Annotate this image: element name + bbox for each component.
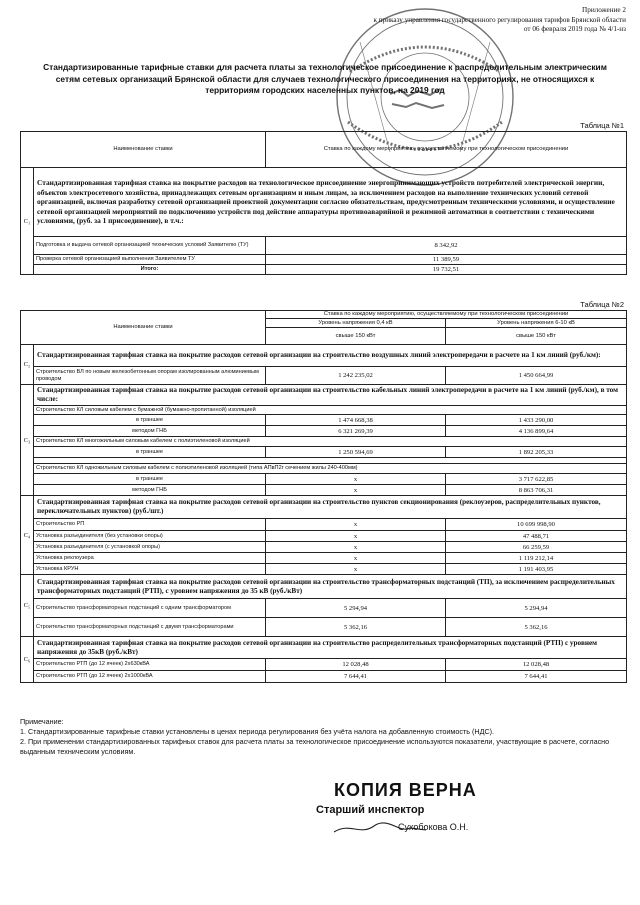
table1-label: Таблица №1 xyxy=(580,121,624,130)
notes-heading: Примечание: xyxy=(20,717,64,726)
c4-row-value-610: 47 488,71 xyxy=(446,531,627,542)
c4-row-value-610: 1 191 403,95 xyxy=(446,564,627,575)
rate-code-c5: C₅ xyxy=(21,575,34,637)
c4-row-value-04: x xyxy=(266,531,446,542)
c4-description: Стандартизированная тарифная ставка на покрытие расходов сетевой организации на строительство пунктов секционирования (реклоузеров, распределительных пунктов, переключательных пунктов) (руб./шт.) xyxy=(34,496,627,519)
c5-row-value-610: 5 294,94 xyxy=(446,599,627,618)
c4-row-name: Установка разъединителя (с установкой опоры) xyxy=(34,542,266,553)
c3-row-name: в траншее xyxy=(34,447,266,458)
table1-row-name: Подготовка и выдача сетевой организацией технических условий Заявителю (ТУ) xyxy=(34,237,266,255)
c3-subgroup-3: Строительство КЛ одножильным силовым кабелем с полиэтиленовой изоляцией (типа АПвП2г сечением жилы 240-400мм) xyxy=(34,464,627,474)
c6-row-value-610: 12 028,48 xyxy=(446,659,627,671)
c1-description: Стандартизированная тарифная ставка на покрытие расходов на технологическое присоединение энергопринимающих устройств потребителей электрической энергии, объектов электросетевого хозяйства, принадлежащих сетевым организациям и иным лицам, за исключением расходов на выполнение технических условий сетевой организацией, включая разработку сетевой организацией проектной документации согласно обязательствам, предусмотренным техническими условиями, и осуществление сетевой организацией мероприятий по подключению устройств под действие аппаратуры противоаварийной и режимной автоматики в соответствии с техническими условиями, (руб. за 1 присоединение), в т.ч.: xyxy=(34,168,627,237)
c6-row-name: Строительство РТП (до 12 ячеек) 2х630кВА xyxy=(34,659,266,671)
table2-col-power-04: свыше 150 кВт xyxy=(266,328,446,345)
stamp-line-2: Старший инспектор xyxy=(316,804,425,816)
c5-row-name: Строительство трансформаторных подстанций с двумя трансформаторами xyxy=(34,618,266,637)
c3-row-value-610: 1 433 290,00 xyxy=(446,415,627,426)
signer-name: Сухобокова О.Н. xyxy=(398,822,469,832)
c6-row-value-610: 7 644,41 xyxy=(446,671,627,683)
copy-certified-stamp xyxy=(312,780,487,822)
c5-row-name: Строительство трансформаторных подстанций с одним трансформатором xyxy=(34,599,266,618)
c3-row-value-04: x xyxy=(266,485,446,496)
rate-code-c2: C₂ xyxy=(21,345,34,385)
stamp-line-1: КОПИЯ ВЕРНА xyxy=(334,780,477,800)
c3-row-value-610: 4 136 899,64 xyxy=(446,426,627,437)
c3-row-value-04: 1 250 594,69 xyxy=(266,447,446,458)
appendix-line-3: от 06 февраля 2019 года № 4/1-нз xyxy=(523,25,626,33)
c3-subgroup-2: Строительство КЛ многожильным силовым кабелем с полиэтиленовой изоляцией xyxy=(34,437,627,447)
c5-row-value-610: 5 362,16 xyxy=(446,618,627,637)
table1-total-value: 19 732,51 xyxy=(266,265,627,275)
c4-row-value-04: x xyxy=(266,564,446,575)
c6-row-value-04: 7 644,41 xyxy=(266,671,446,683)
appendix-line-2: к приказу управления государственного регулирования тарифов Брянской области xyxy=(373,15,626,24)
c3-row-name: методом ГНБ xyxy=(34,426,266,437)
table2-col-power-610: свыше 150 кВт xyxy=(446,328,627,345)
c5-row-value-04: 5 294,94 xyxy=(266,599,446,618)
table-1 xyxy=(20,131,627,275)
c5-description: Стандартизированная тарифная ставка на покрытие расходов сетевой организации на строительство трансформаторных подстанций (ТП), за исключением распределительных трансформаторных подстанций (РТП), с уровнем напряжения до 35 кВ (руб./кВт) xyxy=(34,575,627,599)
c4-row-name: Установка реклоузера xyxy=(34,553,266,564)
notes xyxy=(20,717,626,757)
table2-col-voltage-04: Уровень напряжения 0,4 кВ xyxy=(266,319,446,328)
c3-row-value-04: 1 474 668,38 xyxy=(266,415,446,426)
c2-row-value-610: 1 450 664,99 xyxy=(446,367,627,385)
c3-subgroup-1: Строительство КЛ силовым кабелем с бумажной (бумажно-пропитанной) изоляцией xyxy=(34,406,627,415)
c3-row-name: в траншее xyxy=(34,415,266,426)
rate-code-c6: C₆ xyxy=(21,637,34,683)
note-1: 1. Стандартизированные тарифные ставки установлены в ценах периода регулирования без учёта налога на добавленную стоимость (НДС). xyxy=(20,727,495,736)
c3-row-name: методом ГНБ xyxy=(34,485,266,496)
c3-description: Стандартизированная тарифная ставка на покрытие расходов сетевой организации на строительство кабельных линий электропередачи в расчете на 1 км линий (руб./км), в том числе: xyxy=(34,385,627,406)
table1-row-value: 11 389,59 xyxy=(266,255,627,265)
c5-row-value-04: 5 362,16 xyxy=(266,618,446,637)
table1-col-rate: Ставка по каждому мероприятию, осуществляемому при технологическом присоединении xyxy=(266,132,627,168)
table1-total-label: Итого: xyxy=(34,265,266,275)
c6-description: Стандартизированная тарифная ставка на покрытие расходов сетевой организации на строительство распределительных трансформаторных подстанций (РТП) с уровнем напряжения до 35кВ (руб./кВт) xyxy=(34,637,627,659)
table1-row-value: 8 342,92 xyxy=(266,237,627,255)
rate-code-c4: C₄ xyxy=(21,496,34,575)
c3-row-value-610: 3 717 622,85 xyxy=(446,474,627,485)
table2-col-name: Наименование ставки xyxy=(21,311,266,345)
note-2: 2. При применении стандартизированных тарифных ставок для расчета платы за технологическое присоединение используются показатели, участвующие в расчете, согласно выданным техническим условиям. xyxy=(20,737,610,756)
rate-code-c3: C₃ xyxy=(21,385,34,496)
table2-label: Таблица №2 xyxy=(580,300,624,309)
c6-row-name: Строительство РТП (до 12 ячеек) 2х1000кВА xyxy=(34,671,266,683)
rate-code-c1: C₁ xyxy=(21,168,34,275)
table-2 xyxy=(20,310,627,683)
appendix-line-1: Приложение 2 xyxy=(582,6,626,14)
c4-row-value-04: x xyxy=(266,519,446,531)
c4-row-value-610: 66 259,59 xyxy=(446,542,627,553)
c6-row-value-04: 12 028,48 xyxy=(266,659,446,671)
c4-row-value-610: 10 699 998,90 xyxy=(446,519,627,531)
c4-row-name: Установка КРУН xyxy=(34,564,266,575)
table2-col-voltage-610: Уровень напряжения 6-10 кВ xyxy=(446,319,627,328)
table1-row-name: Проверка сетевой организацией выполнения Заявителем ТУ xyxy=(34,255,266,265)
c4-row-name: Установка разъединителя (без установки опоры) xyxy=(34,531,266,542)
c3-row-value-04: 6 321 269,39 xyxy=(266,426,446,437)
document-title: Стандартизированные тарифные ставки для расчета платы за технологическое присоединение к распределительным электрическим сетям сетевых организаций Брянской области для случаев технологического присоединения на территориях, не относящихся к территориям городских населенных пунктов, на 2019 год xyxy=(43,62,607,95)
c2-row-value-04: 1 242 235,02 xyxy=(266,367,446,385)
c3-row-value-610: 1 892 205,33 xyxy=(446,447,627,458)
c4-row-value-04: x xyxy=(266,553,446,564)
c2-row-name: Строительство ВЛ по новым железобетонным опорам изолированным алюминиевым проводом xyxy=(34,367,266,385)
c2-description: Стандартизированная тарифная ставка на покрытие расходов сетевой организации на строительство воздушных линий электропередачи в расчете на 1 км линий (руб./км): xyxy=(34,345,627,367)
table2-col-rate: Ставка по каждому мероприятию, осуществляемому при технологическом присоединении xyxy=(266,311,627,319)
c3-row-value-04: x xyxy=(266,474,446,485)
c4-row-value-04: x xyxy=(266,542,446,553)
c4-row-value-610: 1 119 212,14 xyxy=(446,553,627,564)
c3-row-name: в траншее xyxy=(34,474,266,485)
table1-col-name: Наименование ставки xyxy=(21,132,266,168)
c3-row-value-610: 8 863 706,31 xyxy=(446,485,627,496)
appendix-header xyxy=(373,6,626,35)
c4-row-name: Строительство РП xyxy=(34,519,266,531)
